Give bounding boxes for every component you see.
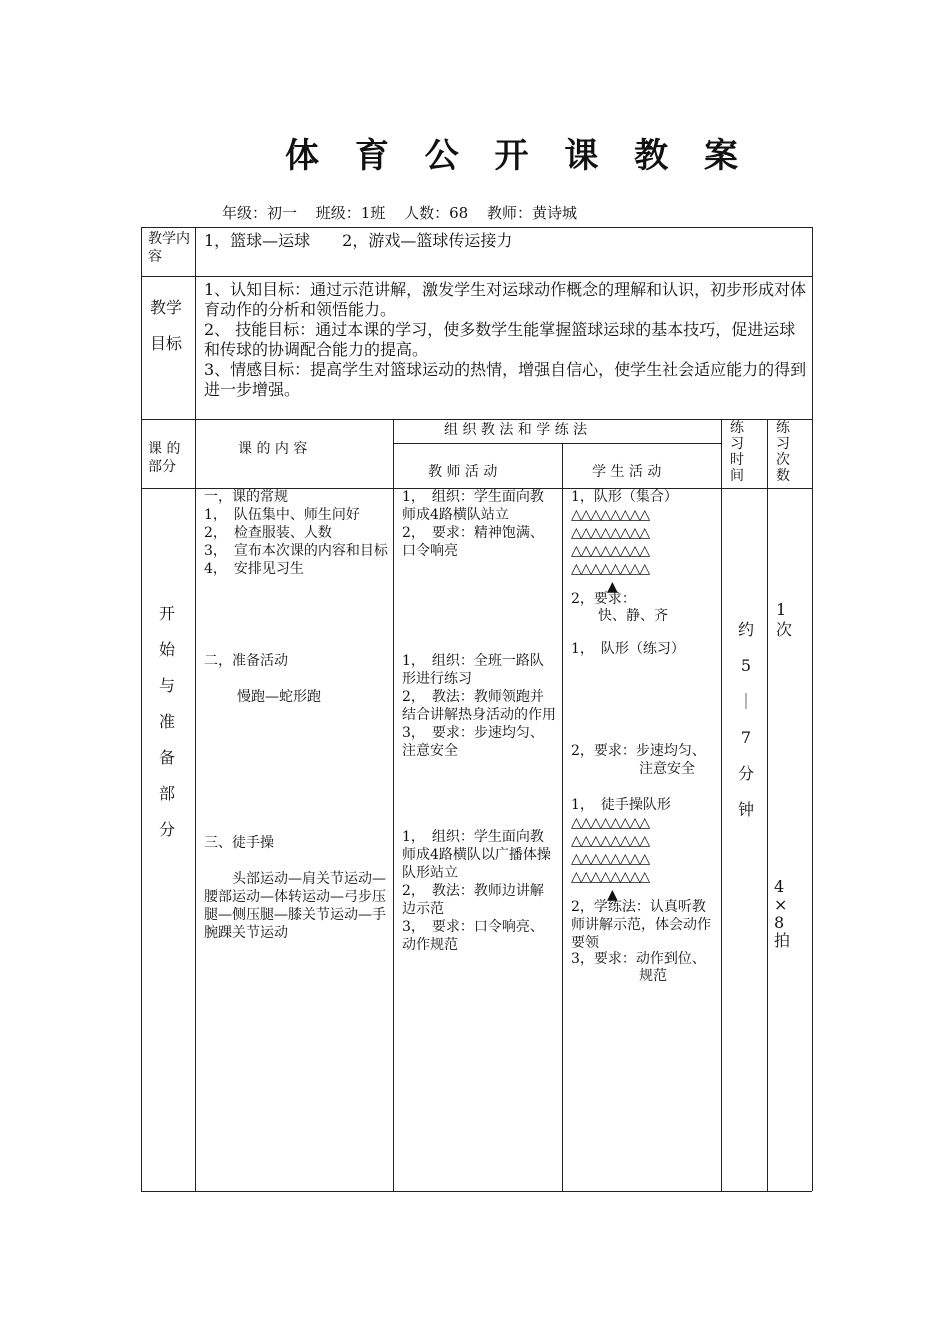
grade: 年级：初一	[222, 204, 298, 222]
student-row: △△△△△△△△	[571, 543, 650, 559]
reps-char: ×	[774, 895, 788, 914]
routine-line: 2， 检查服装、人数	[204, 525, 332, 541]
warmup-heading: 二，准备活动	[204, 653, 288, 669]
objectives-label-2: 目标	[150, 334, 183, 353]
student-row: △△△△△△△△	[571, 525, 650, 541]
practice-time	[733, 612, 759, 828]
time-char: ｜	[737, 692, 754, 711]
grid-line	[141, 419, 812, 420]
header-teacher: 教 师 活 动	[428, 464, 498, 480]
routine-line: 一，课的常规	[204, 489, 288, 505]
part-char: 备	[158, 748, 175, 767]
teacher-block-2	[402, 652, 556, 760]
part-char: 开	[158, 604, 175, 623]
student-formation-1: 1，队形（集合）	[571, 489, 678, 505]
teacher-line: 2， 要求：精神饱满、口令响亮	[402, 525, 544, 559]
teacher-line: 3， 要求：步速均匀、注意安全	[402, 725, 544, 759]
student-req-2b: 注意安全	[639, 761, 695, 777]
teacher-line: 1， 组织：全班一路队形进行练习	[402, 653, 544, 687]
student-row: △△△△△△△△	[571, 833, 650, 849]
student-req-3: 3，要求：动作到位、	[571, 951, 706, 967]
formation-diagram-1	[571, 506, 649, 596]
student-req-2: 2，要求：步速均匀、	[571, 743, 706, 759]
content-text: 1，篮球—运球 2，游戏—篮球传运接力	[204, 231, 513, 250]
time-char: 约	[737, 620, 754, 639]
routine-line: 4， 安排见习生	[204, 561, 304, 577]
student-row: △△△△△△△△	[571, 815, 650, 831]
grid-line	[812, 227, 813, 1191]
reps-char: 拍	[774, 931, 791, 950]
part-char: 部	[158, 784, 175, 803]
student-row: △△△△△△△△	[571, 851, 650, 867]
time-char: 钟	[737, 800, 754, 819]
teacher-marker: ▲	[607, 579, 617, 595]
grid-line	[721, 419, 722, 1191]
header-time: 练习时间	[730, 420, 744, 484]
reps-2	[774, 878, 794, 950]
reps-char: 4	[774, 877, 785, 896]
routine-section	[204, 488, 389, 578]
exercise-body: 头部运动—肩关节运动—腰部运动—体转运动—弓步压腿—侧压腿—膝关节运动—手腕踝关节运动	[204, 871, 386, 941]
student-row: △△△△△△△△	[571, 561, 650, 577]
header-method: 组 织 教 法 和 学 练 法	[444, 422, 588, 438]
student-count: 人数：68	[404, 204, 469, 222]
objective-2: 2、 技能目标：通过本课的学习，使多数学生能掌握篮球运球的基本技巧，促进运球和传球的协调配合能力的提高。	[204, 320, 796, 359]
grid-line	[141, 227, 812, 228]
time-char: 分	[737, 764, 754, 783]
student-formation-3: 1， 徒手操队形	[571, 797, 671, 813]
teacher-block-3	[402, 828, 556, 954]
class-info	[222, 202, 591, 223]
time-char: 7	[740, 728, 752, 747]
reps-1: 1次	[776, 600, 793, 639]
warmup-body: 慢跑—蛇形跑	[237, 689, 321, 705]
grid-line	[562, 443, 563, 1191]
reps-char: 8	[774, 913, 785, 932]
part-char: 分	[158, 820, 175, 839]
part-char: 与	[158, 676, 175, 695]
header-student: 学 生 活 动	[592, 464, 662, 480]
student-req-3b: 规范	[639, 968, 667, 984]
part-char: 准	[158, 712, 175, 731]
teacher-line: 3， 要求：口令响亮、动作规范	[402, 919, 544, 953]
teacher-block-1	[402, 488, 556, 560]
student-req-1: 2，要求：	[571, 591, 636, 607]
teacher-line: 2， 教法：教师领跑并结合讲解热身活动的作用	[402, 689, 556, 723]
header-content: 课 的 内 容	[238, 441, 308, 457]
objective-1: 1、认知目标：通过示范讲解，激发学生对运球动作概念的理解和认识，初步形成对体育动作的分析和领悟能力。	[204, 280, 807, 319]
objectives-label-1: 教学	[150, 298, 183, 317]
teacher-line: 2， 教法：教师边讲解边示范	[402, 883, 544, 917]
class: 班级：1班	[315, 204, 386, 222]
formation-diagram-2	[571, 814, 649, 904]
grid-line	[141, 1191, 812, 1192]
part-label	[156, 596, 178, 848]
grid-line	[393, 443, 721, 444]
exercise-heading: 三、徒手操	[204, 835, 274, 851]
teacher-line: 1， 组织：学生面向教师成4路横队以广播体操队形站立	[402, 829, 551, 881]
grid-line	[141, 276, 812, 277]
grid-line	[141, 227, 142, 1191]
page-title: 体 育 公 开 课 教 案	[285, 136, 751, 176]
student-req-1b: 快、静、齐	[598, 608, 668, 624]
header-reps: 练习次数	[776, 420, 790, 484]
student-learn: 2，学练法：认真听教师讲解示范，体会动作要领	[571, 899, 711, 951]
grid-line	[767, 419, 768, 1191]
part-char: 始	[158, 640, 175, 659]
student-row: △△△△△△△△	[571, 507, 650, 523]
header-part: 课 的 部分	[148, 441, 181, 475]
routine-line: 3， 宣布本次课的内容和目标	[204, 543, 388, 559]
student-formation-2: 1， 队形（练习）	[571, 641, 685, 657]
time-char: 5	[740, 656, 752, 675]
student-row: △△△△△△△△	[571, 869, 650, 885]
teacher-line: 1， 组织：学生面向教师成4路横队站立	[402, 489, 544, 523]
routine-line: 1， 队伍集中、师生问好	[204, 507, 360, 523]
teacher-marker: ▲	[607, 887, 617, 903]
objective-3: 3、情感目标：提高学生对篮球运动的热情，增强自信心，使学生社会适应能力的得到进一步增强。	[204, 360, 807, 399]
grid-line	[393, 419, 394, 1191]
content-label: 教学内容	[148, 231, 190, 265]
grid-line	[195, 227, 196, 1191]
teacher-name: 教师：黄诗城	[487, 204, 578, 222]
